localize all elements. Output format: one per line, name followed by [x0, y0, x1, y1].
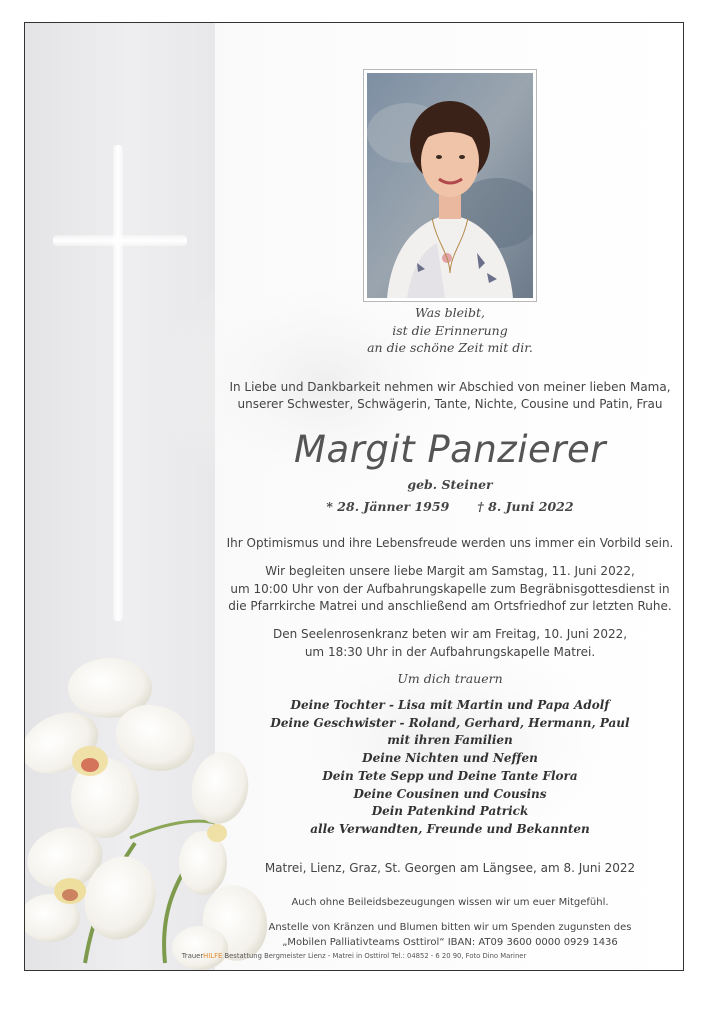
- intro-text: [215, 379, 684, 413]
- mourner-line: Deine Geschwister - Roland, Gerhard, Hermann, Paul: [270, 715, 630, 730]
- obituary-card: [24, 22, 684, 971]
- footer-text: Bestattung Bergmeister Lienz - Matrei in Osttirol Tel.: 04852 - 6 20 90, Foto Dino Mariner: [222, 952, 527, 960]
- intro-line: In Liebe und Dankbarkeit nehmen wir Abschied von meiner lieben Mama,: [229, 380, 671, 394]
- place-date: Matrei, Lienz, Graz, St. Georgen am Längsee, am 8. Juni 2022: [264, 861, 636, 875]
- mourner-line: alle Verwandten, Freunde und Bekannten: [310, 821, 590, 836]
- mourner-line: Deine Nichten und Neffen: [362, 751, 538, 766]
- footer-credits: [25, 952, 683, 960]
- donation-line: Anstelle von Kränzen und Blumen bitten wir um Spenden zugunsten des: [268, 922, 632, 933]
- quote: [215, 304, 684, 357]
- mourner-line: Dein Patenkind Patrick: [371, 804, 529, 819]
- brand-name-part1: Trauer: [181, 952, 204, 960]
- rosary-paragraph: [215, 626, 684, 661]
- quote-line: an die schöne Zeit mit dir.: [367, 340, 533, 355]
- funeral-paragraph: [215, 563, 684, 616]
- paragraph-line: die Pfarrkirche Matrei und anschließend am Ortsfriedhof zur letzten Ruhe.: [228, 599, 672, 613]
- text-column: [215, 23, 684, 971]
- paragraph-line: Den Seelenrosenkranz beten wir am Freitag, 10. Juni 2022,: [272, 627, 628, 641]
- quote-line: Was bleibt,: [415, 305, 485, 320]
- death-date: † 8. Juni 2022: [477, 499, 574, 514]
- orchid-icon: [25, 658, 204, 838]
- deceased-name: Margit Panzierer: [294, 428, 606, 471]
- brand-name-part2: HILFE: [203, 952, 223, 960]
- mourners-heading: Um dich trauern: [397, 671, 503, 686]
- birth-date: * 28. Jänner 1959: [326, 499, 450, 514]
- mourner-line: Deine Tochter - Lisa mit Martin und Papa Adolf: [290, 698, 610, 712]
- mourner-line: Deine Cousinen und Cousins: [353, 786, 547, 801]
- quote-line: ist die Erinnerung: [392, 322, 508, 338]
- condolence-note: Auch ohne Beileidsbezeugungen wissen wir um euer Mitgefühl.: [291, 897, 609, 908]
- mourners-list: [215, 697, 684, 839]
- mourner-line: Dein Tete Sepp und Deine Tante Flora: [322, 768, 578, 783]
- donation-line: „Mobilen Palliativteams Osttirol“ IBAN: AT09 3600 0000 0929 1436: [282, 937, 618, 948]
- paragraph-line: um 18:30 Uhr in der Aufbahrungskapelle Matrei.: [304, 644, 596, 659]
- paragraph-line: um 10:00 Uhr von der Aufbahrungskapelle zum Begräbnisgottesdienst in: [230, 581, 670, 596]
- paragraph-line: Wir begleiten unsere liebe Margit am Samstag, 11. Juni 2022,: [265, 564, 635, 578]
- donation-note: [215, 920, 684, 950]
- intro-line: unserer Schwester, Schwägerin, Tante, Nichte, Cousine und Patin, Frau: [237, 397, 663, 411]
- maiden-name: geb. Steiner: [407, 477, 493, 492]
- tribute-paragraph: [215, 535, 684, 553]
- life-dates: [215, 499, 684, 514]
- mourner-line: mit ihren Familien: [387, 733, 513, 748]
- paragraph-line: Ihr Optimismus und ihre Lebensfreude werden uns immer ein Vorbild sein.: [226, 536, 674, 550]
